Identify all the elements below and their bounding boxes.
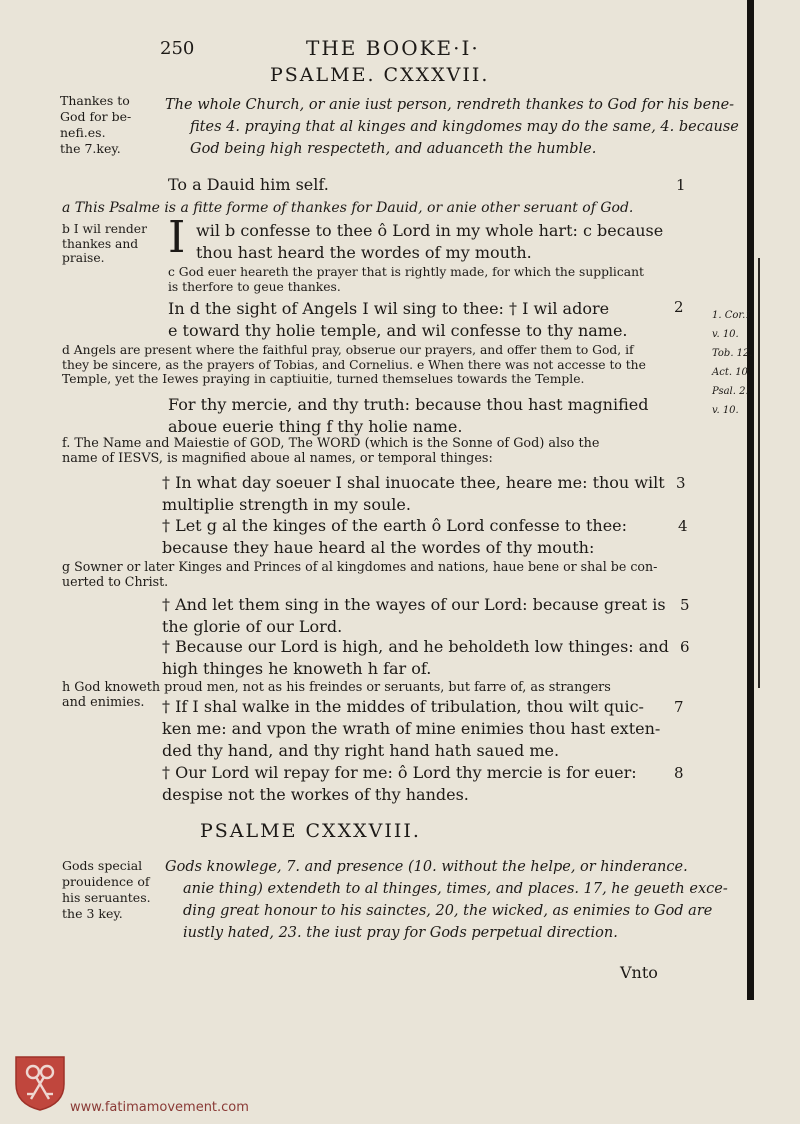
verse-number-1: 1	[676, 176, 686, 194]
drop-cap: I	[168, 212, 186, 263]
verse-2: In d the sight of Angels I wil sing to thee: † I wil adore e toward thy holie temple, and wil confesse to thy name.	[168, 299, 628, 340]
right-references: 1. Cor.1 v. 10. Tob. 12. Act. 10 Psal. 2. v. 10.	[712, 310, 753, 416]
note-a: a This Psalme is a fitte forme of thankes for Dauid, or anie other seruant of God.	[62, 200, 634, 216]
verse-7: † If I shal walke in the middes of tribulation, thou wilt quic- ken me: and vpon the wrath of mine enimies thou hast exten- ded thy hand, and thy right hand hath saued me.	[162, 697, 661, 760]
verse-number-8: 8	[674, 764, 684, 782]
verse-number-4: 4	[678, 517, 688, 535]
verse-1: wil b confesse to thee ô Lord in my whole hart: c because thou hast heard the wordes of my mouth.	[196, 221, 664, 262]
verse-2-continued: For thy mercie, and thy truth: because thou hast magnified aboue euerie thing f thy holie name.	[168, 395, 649, 436]
note-b-margin: b I wil render thankes and praise.	[62, 222, 147, 265]
note-c: c God euer heareth the prayer that is rightly made, for which the supplicant is therfore to geue thankes.	[168, 265, 644, 294]
verse-number-2: 2	[674, 298, 684, 316]
note-f: f. The Name and Maiestie of GOD, The WORD (which is the Sonne of God) also the name of IESVS, is magnified aboue al names, or temporal thinges:	[62, 436, 600, 466]
psalm-137-heading: PSALME. CXXXVII.	[270, 64, 490, 86]
verse-number-7: 7	[674, 698, 684, 716]
psalm-138-argument: Gods knowlege, 7. and presence (10. without the helpe, or hinderance. anie thing) extendeth to al thinges, times, and places. 17, he geueth exce- ding great honour to his sainctes, 20, the wicked, as enimies to God are iustly hated, 23. the iust pray for Gods perpetual direction.	[165, 859, 728, 941]
right-margin-rule	[758, 258, 760, 688]
catchword: Vnto	[620, 963, 658, 982]
verse-4: † Let g al the kinges of the earth ô Lord confesse to thee: because they haue heard al the wordes of thy mouth:	[162, 516, 628, 557]
verse-8: † Our Lord wil repay for me: ô Lord thy mercie is for euer: despise not the workes of thy handes.	[162, 763, 637, 804]
page-number: 250	[160, 38, 195, 59]
note-h: h God knoweth proud men, not as his freindes or seruants, but farre of, as strangers and enimies.	[62, 680, 611, 710]
verse-number-5: 5	[680, 596, 690, 614]
verse-number-6: 6	[680, 638, 690, 656]
verse-3: † In what day soeuer I shal inuocate thee, heare me: thou wilt multiplie strength in my soule.	[162, 473, 665, 514]
psalm-138-heading: PSALME CXXXVIII.	[200, 820, 421, 842]
psalm-137-margin-note: Thankes to God for be- nefi.es. the 7.key.	[60, 93, 132, 156]
page-spine-shadow	[747, 0, 754, 1000]
note-d: d Angels are present where the faithful pray, obserue our prayers, and offer them to God, if they be sincere, as the prayers of Tobias, and Cornelius. e When there was not accesse to the Temple, yet the Iewes praying in captiuitie, turned themselues towards the Temple.	[62, 343, 646, 386]
running-title: THE BOOKE·I·	[306, 36, 480, 60]
verse-5: † And let them sing in the wayes of our Lord: because great is the glorie of our Lord.	[162, 595, 666, 636]
psalm-137-title-line: To a Dauid him self.	[168, 175, 329, 194]
verse-number-3: 3	[676, 474, 686, 492]
psalm-137-argument: The whole Church, or anie iust person, rendreth thankes to God for his bene- fites 4. praying that al kinges and kingdomes may do the same, 4. because God being high respecteth, and aduanceth the humble.	[165, 97, 739, 157]
verse-6: † Because our Lord is high, and he beholdeth low thinges: and high thinges he knoweth h far of.	[162, 637, 669, 678]
psalm-138-margin-note: Gods special prouidence of his seruantes. the 3 key.	[62, 858, 151, 921]
website-link[interactable]: www.fatimamovement.com	[70, 1100, 249, 1115]
fatima-movement-shield-logo	[13, 1054, 67, 1112]
note-g: g Sowner or later Kinges and Princes of al kingdomes and nations, haue bene or shal be con- uerted to Christ.	[62, 559, 658, 589]
